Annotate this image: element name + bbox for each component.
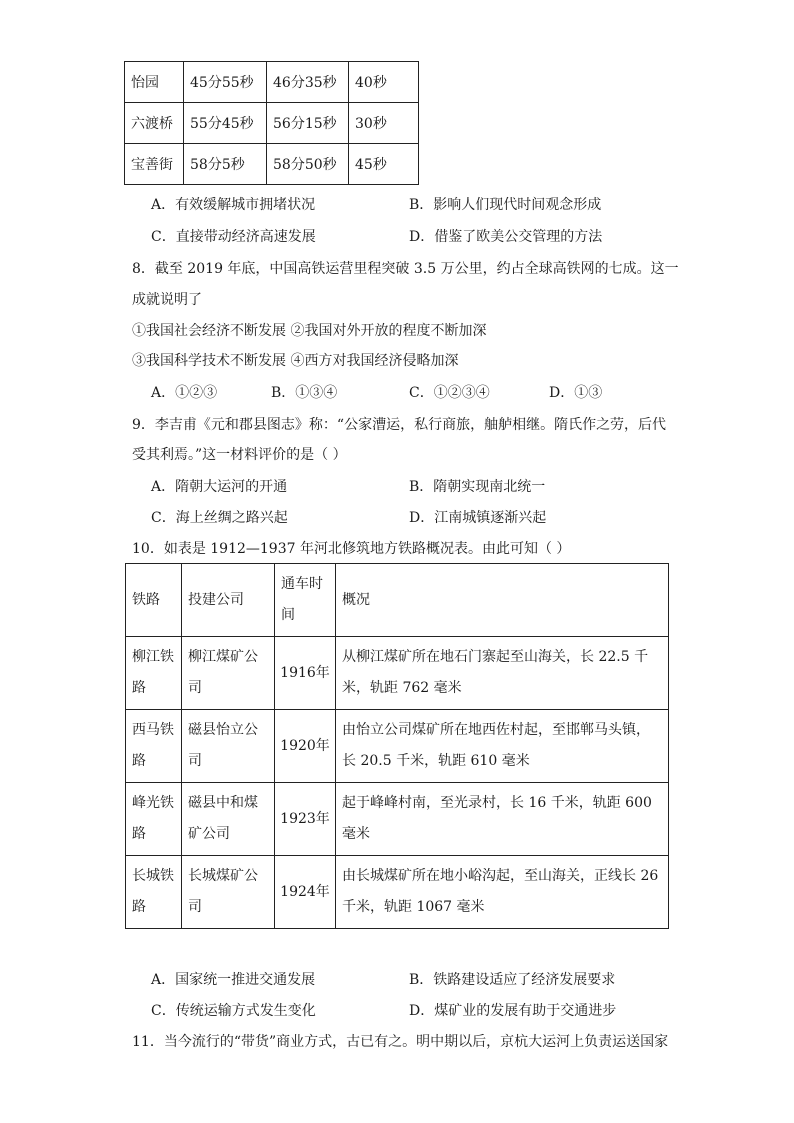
q10-option-b: B．铁路建设适应了经济发展要求	[409, 972, 616, 988]
railway-table	[125, 563, 669, 929]
table-row	[126, 856, 669, 929]
table-row	[126, 710, 669, 783]
table-cell: 从柳江煤矿所在地石门寨起至山海关，长 22.5 千米，轨距 762 毫米	[336, 637, 669, 710]
table-cell: 由怡立公司煤矿所在地西佐村起，至邯郸马头镇，长 20.5 千米，轨距 610 毫米	[336, 710, 669, 783]
table-row	[126, 637, 669, 710]
table-cell: 柳江煤矿公司	[182, 637, 275, 710]
table-cell: 怡园	[125, 62, 184, 103]
q8-option-b: B．①③④	[271, 385, 338, 401]
q9-option-a: A．隋朝大运河的开通	[151, 479, 288, 495]
table-row	[125, 62, 419, 103]
q8-items-line2: ③我国科学技术不断发展 ④西方对我国经济侵略加深	[132, 353, 459, 369]
table-cell: 西马铁路	[126, 710, 182, 783]
table-header-row	[126, 564, 669, 637]
table-cell: 56分15秒	[267, 103, 349, 144]
q8-option-c: C．①②③④	[409, 385, 490, 401]
table-cell: 1920年	[275, 710, 336, 783]
column-header: 通车时间	[275, 564, 336, 637]
q10-option-c: C．传统运输方式发生变化	[151, 1003, 316, 1019]
q8-option-a: A．①②③	[151, 385, 218, 401]
q9-option-c: C．海上丝绸之路兴起	[151, 510, 288, 526]
table-cell: 宝善街	[125, 144, 184, 185]
q10-stem: 10．如表是 1912—1937 年河北修筑地方铁路概况表。由此可知（ ）	[132, 541, 571, 557]
timetable	[124, 61, 419, 185]
table-cell: 磁县怡立公司	[182, 710, 275, 783]
q8-items-line1: ①我国社会经济不断发展 ②我国对外开放的程度不断加深	[132, 323, 487, 339]
table-cell: 长城铁路	[126, 856, 182, 929]
q10-option-a: A．国家统一推进交通发展	[151, 972, 316, 988]
q7-option-a: A．有效缓解城市拥堵状况	[151, 197, 316, 213]
table-cell: 30秒	[349, 103, 419, 144]
table-cell: 长城煤矿公司	[182, 856, 275, 929]
table-cell: 45分55秒	[184, 62, 267, 103]
table-cell: 1916年	[275, 637, 336, 710]
q9-stem-line2: 受其利焉。”这一材料评价的是（ ）	[132, 447, 347, 463]
q10-option-d: D．煤矿业的发展有助于交通进步	[409, 1003, 617, 1019]
table-cell: 1923年	[275, 783, 336, 856]
table-cell: 磁县中和煤矿公司	[182, 783, 275, 856]
table-row	[125, 103, 419, 144]
table-cell: 峰光铁路	[126, 783, 182, 856]
table-cell: 58分50秒	[267, 144, 349, 185]
table-cell: 六渡桥	[125, 103, 184, 144]
q9-option-b: B．隋朝实现南北统一	[409, 479, 546, 495]
table-cell: 柳江铁路	[126, 637, 182, 710]
table-cell: 由长城煤矿所在地小峪沟起，至山海关，正线长 26 千米，轨距 1067 毫米	[336, 856, 669, 929]
table-cell: 40秒	[349, 62, 419, 103]
table-cell: 46分35秒	[267, 62, 349, 103]
q11-stem-line1: 11．当今流行的“带货”商业方式，古已有之。明中期以后，京杭大运河上负责运送国家	[132, 1034, 669, 1050]
table-cell: 58分5秒	[184, 144, 267, 185]
table-cell: 起于峰峰村南，至光录村，长 16 千米，轨距 600 毫米	[336, 783, 669, 856]
table-cell: 45秒	[349, 144, 419, 185]
q8-option-d: D．①③	[549, 385, 603, 401]
column-header: 概况	[336, 564, 669, 637]
q7-option-d: D．借鉴了欧美公交管理的方法	[409, 229, 603, 245]
column-header: 投建公司	[182, 564, 275, 637]
table-row	[126, 783, 669, 856]
q8-stem-line2: 成就说明了	[132, 292, 202, 308]
q9-stem-line1: 9．李吉甫《元和郡县图志》称：“公家漕运，私行商旅，舳舻相继。隋氏作之劳，后代	[132, 417, 667, 433]
column-header: 铁路	[126, 564, 182, 637]
q7-option-c: C．直接带动经济高速发展	[151, 229, 316, 245]
table-cell: 1924年	[275, 856, 336, 929]
table-cell: 55分45秒	[184, 103, 267, 144]
q9-option-d: D．江南城镇逐渐兴起	[409, 510, 547, 526]
table-row	[125, 144, 419, 185]
q7-option-b: B．影响人们现代时间观念形成	[409, 197, 602, 213]
q8-stem-line1: 8．截至 2019 年底，中国高铁运营里程突破 3.5 万公里，约占全球高铁网的七成。这一	[132, 261, 679, 277]
